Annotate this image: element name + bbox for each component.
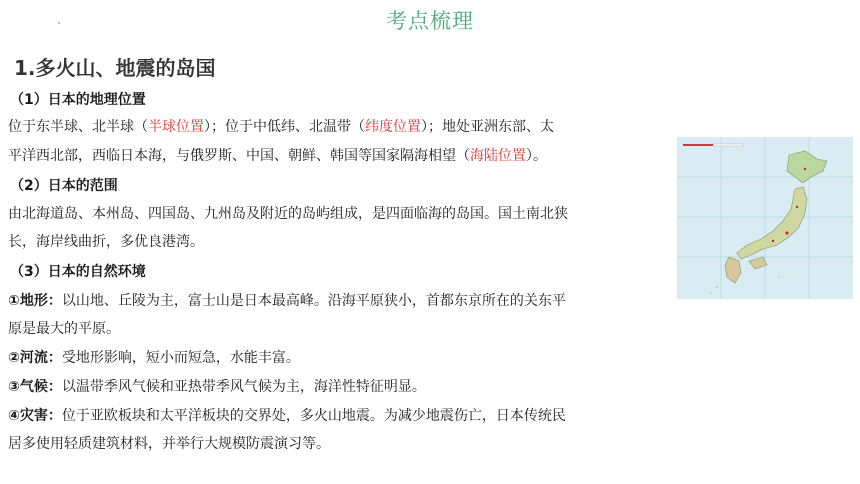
terrain-line [8, 292, 566, 310]
subsection-title-extent: （2）日本的范围 [10, 178, 118, 194]
paragraph-line [8, 147, 547, 165]
river-label: ②河流： [8, 350, 62, 366]
climate-text: 以温带季风气候和亚热带季风气候为主，海洋性特征明显。 [61, 379, 426, 395]
river-text: 受地形影响，短小而短急，水能丰富。 [61, 350, 300, 366]
subsection-title-environment: （3）日本的自然环境 [10, 264, 146, 280]
highlight-text: 半球位置 [148, 119, 204, 135]
section-heading: 1.多火山、地震的岛国 [14, 56, 216, 80]
text-span: 位于东半球、北半球（ [8, 119, 148, 135]
text-span: ）；地处亚洲东部、太 [421, 119, 554, 135]
terrain-label: ①地形： [8, 293, 62, 309]
climate-label: ③气候： [8, 379, 62, 395]
river-line [8, 349, 300, 367]
text-span: ）。 [526, 148, 547, 164]
island [710, 292, 712, 294]
scale-bar [683, 144, 743, 146]
disaster-label: ④灾害： [8, 408, 62, 424]
city-marker [804, 168, 806, 170]
disaster-line [8, 407, 566, 425]
paragraph-line: 由北海道岛、本州岛、四国岛、九州岛及附近的岛屿组成，是四面临海的岛国。国土南北狭 [8, 206, 568, 222]
city-marker [772, 240, 774, 242]
island [778, 276, 780, 278]
text-span: ）；位于中低纬、北温带（ [204, 119, 365, 135]
japan-map-image [677, 137, 853, 299]
paragraph-line: 长，海岸线曲折，多优良港湾。 [8, 234, 204, 250]
subsection-title-location: （1）日本的地理位置 [10, 92, 146, 108]
text-span: 平洋西北部，西临日本海，与俄罗斯、中国、朝鲜、韩国等国家隔海相望（ [8, 148, 470, 164]
decorative-dot [58, 22, 60, 24]
island [716, 286, 718, 288]
paragraph-line [8, 118, 554, 136]
city-marker [796, 206, 798, 208]
climate-line [8, 378, 426, 396]
highlight-text: 纬度位置 [365, 119, 421, 135]
city-marker [785, 231, 788, 234]
paragraph-line: 居多使用轻质建筑材料，并举行大规模防震演习等。 [8, 436, 330, 452]
disaster-text: 位于亚欧板块和太平洋板块的交界处，多火山地震。为减少地震伤亡，日本传统民 [61, 408, 566, 424]
paragraph-line: 原是最大的平原。 [8, 321, 120, 337]
terrain-text: 以山地、丘陵为主，富士山是日本最高峰。沿海平原狭小，首都东京所在的关东平 [61, 293, 566, 309]
highlight-text: 海陆位置 [470, 148, 526, 164]
slide-title: 考点梳理 [386, 9, 474, 33]
